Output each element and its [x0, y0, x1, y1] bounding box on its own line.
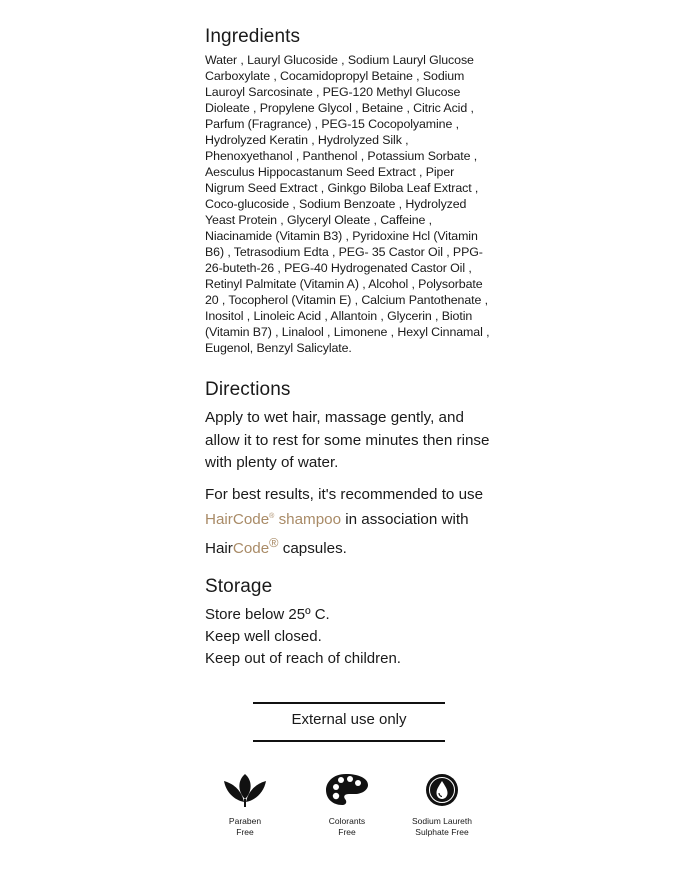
badge-label: Paraben Free: [228, 816, 262, 837]
recommendation-text-middle: in association with: [341, 511, 469, 528]
brand-name-2: HairCode®: [205, 535, 279, 557]
directions-heading: Directions: [205, 379, 291, 400]
external-use-label: External use only: [291, 711, 407, 728]
badge-sls-free: [397, 772, 487, 837]
badge-paraben-free: [200, 772, 290, 837]
recommendation-text: For best results, it's recommended to use: [205, 485, 484, 503]
storage-heading: Storage: [205, 576, 273, 598]
directions-recommendation: [205, 484, 490, 561]
directions-paragraph: Apply to wet hair, massage gently, and allow it to rest for some minutes then rinse with plenty of water.: [205, 409, 490, 471]
ingredients-heading: Ingredients: [205, 26, 301, 47]
palette-icon: [324, 772, 370, 808]
product-info: [205, 26, 490, 670]
ingredients-list: Water , Lauryl Glucoside , Sodium Lauryl Glucose Carboxylate , Cocamidopropyl Betaine , Sodium Lauroyl Sarcosinate , PEG-120 Methyl Glucose Dioleate , Propylene Glycol , Betaine , Citric Acid , Parfum (Fragrance) , PEG-15 Cocopolyamine , Hydrolyzed Keratin , Hydrolyzed Silk , Phenoxyethanol , Panthenol , Potassium Sorbate , Aesculus Hippocastanum Seed Extract , Piper Nigrum Seed Extract , Ginkgo Biloba Leaf Extract , Coco-glucoside , Sodium Benzoate , Hydrolyzed Yeast Protein , Glyceryl Oleate , Caffeine , Niacinamide (Vitamin B3) , Pyridoxine Hcl (Vitamin B6) , Tetrasodium Edta , PEG- 35 Castor Oil , PPG-26-buteth-26 , PEG-40 Hydrogenated Castor Oil , Retinyl Palmitate (Vitamin A) , Alcohol , Polysorbate 20 , Tocopherol (Vitamin E) , Calcium Pantothenate , Inositol , Linoleic Acid , Allantoin , Glycerin , Biotin (Vitamin B7) , Linalool , Limonene , Hexyl Cinnamal , Eugenol, Benzyl Salicylate.: [205, 53, 490, 355]
storage-line: Keep well closed.: [205, 628, 322, 646]
badge-label: Sodium Laureth Sulphate Free: [411, 816, 472, 837]
badge-colorants-free: [302, 772, 392, 837]
leaf-icon: [222, 772, 268, 808]
storage-line: Keep out of reach of children.: [205, 650, 401, 668]
divider-top: [253, 702, 445, 704]
divider-bottom: [253, 740, 445, 742]
badge-label: Colorants Free: [328, 816, 366, 837]
brand-name: HairCode® shampoo: [205, 511, 342, 528]
recommendation-text-end: capsules.: [278, 539, 347, 557]
drop-icon: [419, 772, 465, 808]
storage-line: Store below 25º C.: [205, 606, 330, 624]
